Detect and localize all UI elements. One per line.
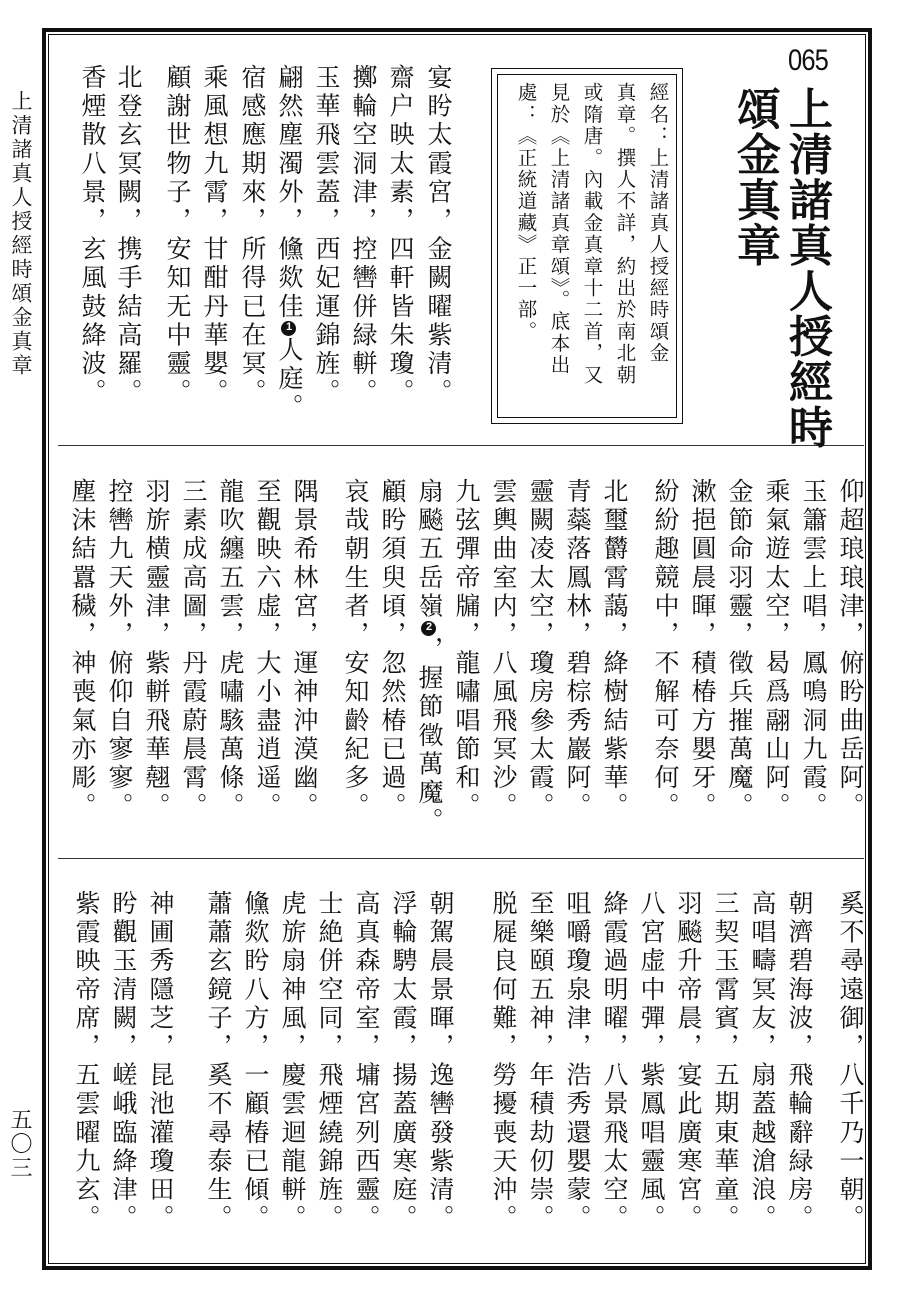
poem-line: 仰超琅琅津，俯盻曲岳阿。	[836, 478, 865, 822]
poem-line: 朝濟碧海波，飛輪辭緑房。	[785, 890, 814, 1234]
running-head: 上清諸真人授經時頌金真章	[9, 90, 33, 378]
poem-line: 九弦彈帝牖，龍嘯唱節和。	[452, 478, 481, 822]
poem-line: 紛紛趣競中，不解可奈何。	[651, 478, 680, 822]
note-mark: 2	[423, 621, 435, 637]
text-number: 065	[788, 44, 829, 77]
title-line: 上清諸真人授經時	[781, 86, 832, 450]
poem-line: 哀哉朝生者，安知齡紀多。	[341, 478, 370, 822]
poem-line: 咀嚼瓊泉津，浩秀還嬰蒙。	[563, 890, 592, 1234]
poem-line: 盻觀玉清闕，嵯峨臨絳津。	[109, 890, 138, 1234]
poem-line: 齋户映太素，四軒皆朱瓊。	[386, 64, 415, 408]
poem-line: 羽旂横靈津，紫軿飛華翹。	[142, 478, 171, 822]
poem-line: 控轡九天外，俯仰自寥寥。	[105, 478, 134, 822]
poem-line: 宴盻太霞宮，金闕曜紫清。	[424, 64, 453, 408]
poem-line: 北璽欝霄藹，絳樹結紫華。	[600, 478, 629, 822]
poem-line	[411, 478, 448, 836]
poem-line: 神圃秀隱芝，昆池灌瓊田。	[146, 890, 175, 1234]
poem-line: 青蘂落鳳林，碧棕秀巖阿。	[563, 478, 592, 822]
poem-line: 玉簫雲上唱，鳳鳴洞九霞。	[799, 478, 828, 822]
poem-line: 脱屣良何難，勞擾喪天沖。	[489, 890, 518, 1234]
poem-line: 顧盻須臾頃，忽然椿已過。	[378, 478, 407, 822]
poem-line: 顧謝世物子，安知无中靈。	[163, 64, 192, 408]
poem-line: 宿感應期來，所得已在冥。	[238, 64, 267, 408]
poem-line: 北登玄冥闕，携手結高羅。	[114, 64, 143, 408]
poem-line: 八宮虚中彈，紫鳳唱靈風。	[637, 890, 666, 1234]
poem-line: 至樂頤五神，年積劫仞崇。	[526, 890, 555, 1234]
poem-line-head: 扇飈五岳嶺	[415, 478, 444, 621]
poem-line-head: 翩然塵濁外，儵欻佳	[275, 64, 304, 322]
info-column: 見於《上清諸真章頌》。底本出	[547, 82, 571, 377]
page-number: 五〇三	[7, 1108, 32, 1180]
info-column: 處：《正統道藏》正一部。	[514, 82, 538, 343]
poem-line: 士絶併空同，飛煙繞錦旌。	[315, 890, 344, 1234]
poem-line: 三素成高圖，丹霞蔚晨霄。	[179, 478, 208, 822]
poem-line: 玉華飛雲蓋，西妃運錦旌。	[312, 64, 341, 408]
poem-line: 塵沫結囂穢，神喪氣亦彫。	[68, 478, 97, 822]
poem-line: 奚不尋遠御，八千乃一朝。	[836, 890, 865, 1234]
poem-line: 浮輪騁太霞，揚蓋廣寒庭。	[389, 890, 418, 1234]
section-divider-2	[58, 858, 864, 859]
poem-line: 至觀映六虚，大小盡逍遥。	[253, 478, 282, 822]
poem-line: 儵欻盻八方，一顧椿已傾。	[241, 890, 270, 1234]
poem-line: 三契玉霄賓，五期東華童。	[711, 890, 740, 1234]
poem-line: 乘氣遊太空，曷爲翮山阿。	[762, 478, 791, 822]
info-column: 或隋唐。內載金真章十二首，又	[580, 82, 604, 386]
poem-line: 紫霞映帝席，五雲曜九玄。	[72, 890, 101, 1234]
info-column: 經名：上清諸真人授經時頌金	[646, 82, 670, 365]
poem-line: 蕭蕭玄鏡子，奚不尋泰生。	[204, 890, 233, 1234]
page-title	[728, 86, 832, 450]
poem-line: 龍吹纏五雲，虎嘯駭萬條。	[216, 478, 245, 822]
poem-line-tail: ，握節徵萬魔。	[415, 636, 444, 837]
poem-line: 隅景希林宮，運神沖漠幽。	[290, 478, 319, 822]
poem-line: 高唱疇冥友，扇蓋越滄浪。	[748, 890, 777, 1234]
poem-line: 羽飈升帝晨，宴此廣寒宮。	[674, 890, 703, 1234]
poem-line: 靈闕凌太空，瓊房參太霞。	[526, 478, 555, 822]
poem-line: 朝駕晨景暉，逸轡發紫清。	[426, 890, 455, 1234]
info-column: 真章。撰人不詳，約出於南北朝	[613, 82, 637, 386]
poem-line	[271, 64, 308, 422]
poem-line: 乘風想九霄，甘酣丹華嬰。	[200, 64, 229, 408]
title-line: 頌金真章	[729, 86, 780, 268]
poem-line: 漱挹圓晨暉，積椿方嬰牙。	[688, 478, 717, 822]
poem-line: 虎旂扇神風，慶雲迴龍軿。	[278, 890, 307, 1234]
poem-line: 香煙散八景，玄風鼓絳波。	[78, 64, 107, 408]
poem-line-tail: 人庭。	[275, 336, 304, 423]
poem-line: 擲輪空洞津，控轡併緑軿。	[349, 64, 378, 408]
poem-line: 高真森帝室，墉宮列西靈。	[352, 890, 381, 1234]
poem-line: 雲輿曲室内，八風飛冥沙。	[489, 478, 518, 822]
poem-line: 金節命羽靈，徵兵摧萬魔。	[725, 478, 754, 822]
poem-line: 絳霞過明曜，八景飛太空。	[600, 890, 629, 1234]
note-mark: 1	[283, 321, 295, 338]
